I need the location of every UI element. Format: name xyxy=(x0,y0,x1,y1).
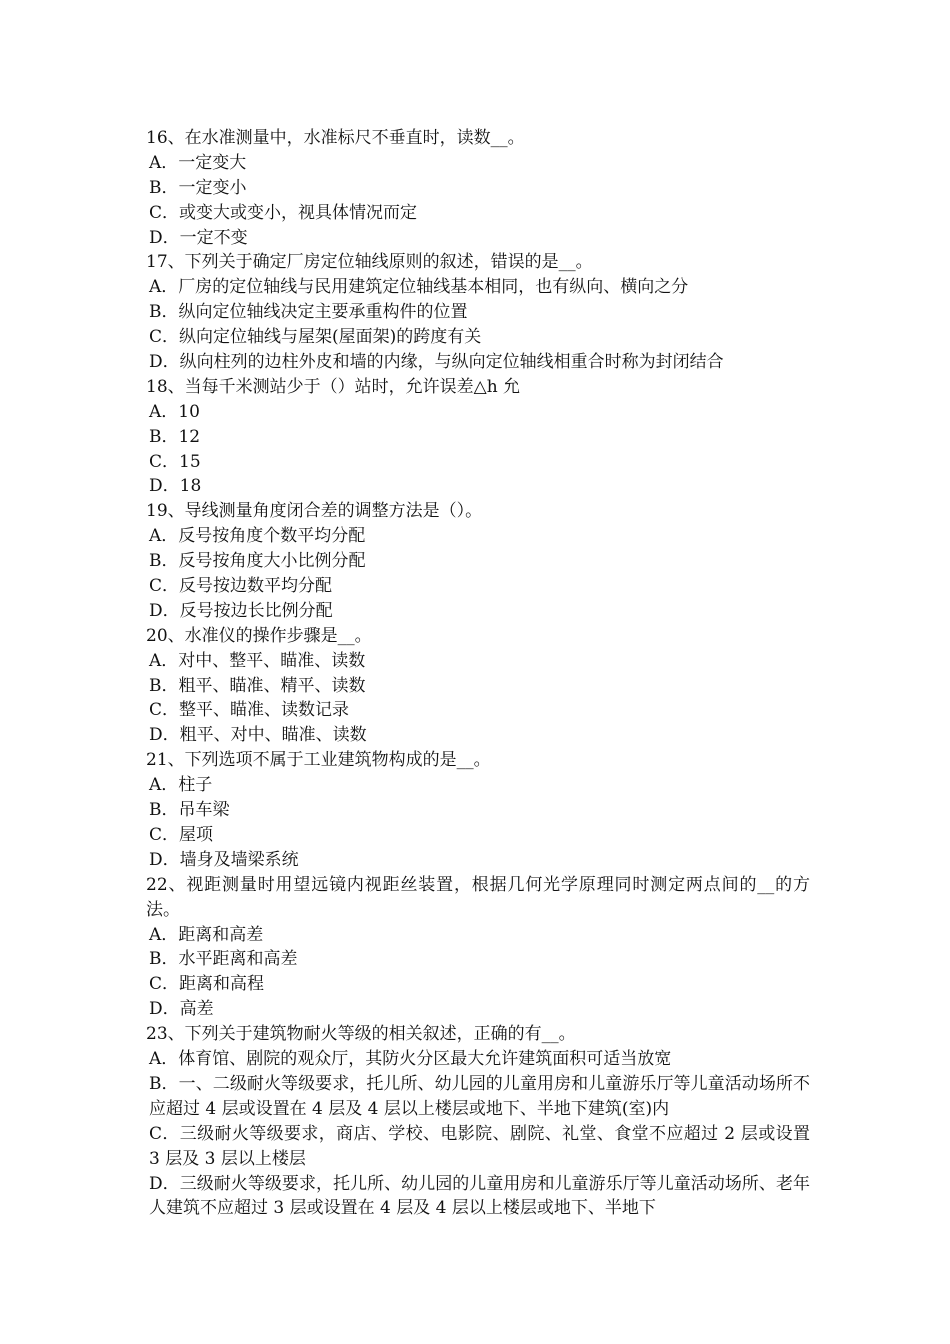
question-stem: 23、下列关于建筑物耐火等级的相关叙述，正确的有__。 xyxy=(146,1024,576,1045)
answer-option: B．12 xyxy=(149,426,201,447)
answer-option: C．整平、瞄准、读数记录 xyxy=(149,700,350,721)
question-stem: 18、当每千米测站少于（）站时，允许误差△h 允 xyxy=(146,376,521,397)
answer-option: D．粗平、对中、瞄准、读数 xyxy=(149,725,367,746)
answer-option: D．高差 xyxy=(149,999,214,1020)
answer-option: A．10 xyxy=(149,401,200,422)
answer-option: A．距离和高差 xyxy=(149,924,264,945)
answer-option: B．纵向定位轴线决定主要承重构件的位置 xyxy=(149,302,468,323)
answer-option: B．一定变小 xyxy=(149,177,247,198)
answer-option: A．厂房的定位轴线与民用建筑定位轴线基本相同，也有纵向、横向之分 xyxy=(149,277,689,298)
answer-option: C．屋项 xyxy=(149,824,214,845)
answer-option: D．三级耐火等级要求，托儿所、幼儿园的儿童用房和儿童游乐厅等儿童活动场所、老年人建筑不应超过 3 层或设置在 4 层及 4 层以上楼层或地下、半地下 xyxy=(149,1173,810,1219)
answer-option: A．一定变大 xyxy=(149,152,247,173)
question-stem: 21、下列选项不属于工业建筑物构成的是__。 xyxy=(146,750,491,771)
question-stem: 17、下列关于确定厂房定位轴线原则的叙述，错误的是__。 xyxy=(146,252,593,273)
question-stem: 22、视距测量时用望远镜内视距丝装置，根据几何光学原理同时测定两点间的__的方法。 xyxy=(146,874,810,920)
answer-option: A．反号按角度个数平均分配 xyxy=(149,526,366,547)
answer-option: B．反号按角度大小比例分配 xyxy=(149,551,366,572)
answer-option: B．一、二级耐火等级要求，托儿所、幼儿园的儿童用房和儿童游乐厅等儿童活动场所不应超过 4 层或设置在 4 层及 4 层以上楼层或地下、半地下建筑(室)内 xyxy=(149,1073,810,1119)
answer-option: D．纵向柱列的边柱外皮和墙的内缘，与纵向定位轴线相重合时称为封闭结合 xyxy=(149,352,724,373)
answer-option: A．柱子 xyxy=(149,775,213,796)
answer-option: C．15 xyxy=(149,451,201,472)
question-list xyxy=(146,126,810,1221)
answer-option: A．对中、整平、瞄准、读数 xyxy=(149,650,366,671)
question-stem: 16、在水准测量中，水准标尺不垂直时，读数__。 xyxy=(146,128,525,148)
answer-option: D．一定不变 xyxy=(149,227,248,248)
answer-option: D．反号按边长比例分配 xyxy=(149,600,333,621)
answer-option: B．吊车梁 xyxy=(149,800,230,821)
answer-option: C．距离和高程 xyxy=(149,974,265,995)
answer-option: D．墙身及墙梁系统 xyxy=(149,849,299,870)
answer-option: D．18 xyxy=(149,476,202,497)
answer-option: C．纵向定位轴线与屋架(屋面架)的跨度有关 xyxy=(149,327,482,348)
answer-option: C．反号按边数平均分配 xyxy=(149,576,333,597)
answer-option: C．或变大或变小，视具体情况而定 xyxy=(149,202,418,223)
answer-option: B．水平距离和高差 xyxy=(149,949,298,970)
question-stem: 20、水准仪的操作步骤是__。 xyxy=(146,625,372,646)
answer-option: B．粗平、瞄准、精平、读数 xyxy=(149,675,366,696)
answer-option: C．三级耐火等级要求，商店、学校、电影院、剧院、礼堂、食堂不应超过 2 层或设置 3 层及 3 层以上楼层 xyxy=(149,1123,810,1169)
question-stem: 19、导线测量角度闭合差的调整方法是（）。 xyxy=(146,501,483,522)
answer-option: A．体育馆、剧院的观众厅，其防火分区最大允许建筑面积可适当放宽 xyxy=(149,1048,672,1069)
